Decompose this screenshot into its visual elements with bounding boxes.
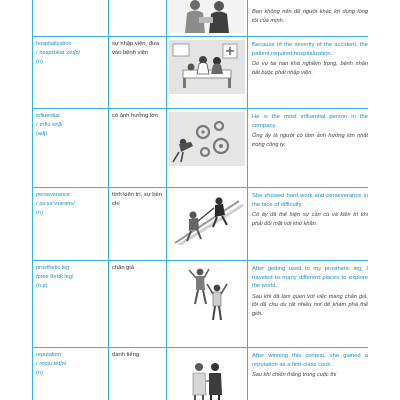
word-cell <box>33 37 109 109</box>
example-vi: Bạn không nên để người khác lợi dụng lòng tốt của mình. <box>252 9 368 24</box>
word-pos: (n) <box>36 59 43 65</box>
word-term: perseverance <box>36 192 70 198</box>
word-ipa: /ˌrepjuˈteɪʃn/ <box>36 361 67 367</box>
meaning-cell <box>109 109 167 188</box>
table-row <box>33 261 369 348</box>
example-vi: Sau khi chiến thắng trong cuộc thi <box>252 372 337 379</box>
word-meaning: có ảnh hưởng lớn <box>112 113 159 119</box>
table-row <box>33 348 369 400</box>
prosthetic-leg-illustration-icon <box>169 264 245 324</box>
meaning-cell <box>109 37 167 109</box>
word-term: hospitalization <box>36 41 72 47</box>
word-cell <box>33 348 109 400</box>
meaning-cell <box>109 348 167 400</box>
meaning-cell <box>109 188 167 261</box>
word-meaning: sự nhập viện, đưa vào bệnh viện <box>112 41 160 56</box>
word-ipa: /prɒsˈθetɪk leg/ <box>36 274 74 280</box>
word-meaning: danh tiếng <box>112 352 140 358</box>
table-row <box>33 37 369 109</box>
meaning-cell <box>109 261 167 348</box>
word-pos: (n.p) <box>36 283 48 289</box>
example-en: He is the most influential person in the company. <box>252 114 368 129</box>
meaning-cell <box>109 0 167 37</box>
word-meaning: tính kiên trì, sự bền chí <box>112 192 162 207</box>
word-term: prosthetic leg <box>36 265 70 271</box>
table-row <box>33 188 369 261</box>
example-vi: Cô ấy đã thể hiện sự cần cù và kiên trì khi phải đối mặt với khó khăn. <box>252 212 368 227</box>
illustration-cell <box>167 261 248 348</box>
vocabulary-sheet <box>32 0 368 400</box>
couple-illustration-icon <box>169 351 245 400</box>
illustration-cell <box>167 348 248 400</box>
table-row <box>33 109 369 188</box>
example-vi: Ông ấy là người có tầm ảnh hưởng lớn nhất trong công ty. <box>252 133 368 148</box>
hospital-illustration-icon <box>169 40 245 94</box>
word-pos: (adj) <box>36 131 48 137</box>
word-meaning: chân giả <box>112 265 134 271</box>
illustration-cell <box>167 0 248 37</box>
example-vi: Do vụ tai nạn khá nghiêm trọng, bệnh nhân bắt buộc phải nhập viện. <box>252 61 368 76</box>
example-cell <box>248 261 369 348</box>
example-en: She showed hard work and perseverance in the face of difficulty. <box>252 193 368 208</box>
word-ipa: /ˌpɜːsəˈvɪərəns/ <box>36 201 75 207</box>
example-cell <box>248 348 369 400</box>
word-pos: (n) <box>36 210 43 216</box>
gears-illustration-icon <box>169 112 245 166</box>
example-en: After winning this contest, she gained a reputation as a first-class cook. <box>252 353 368 368</box>
example-cell <box>248 0 369 37</box>
word-cell <box>33 188 109 261</box>
word-cell <box>33 109 109 188</box>
illustration-cell <box>167 109 248 188</box>
illustration-cell <box>167 37 248 109</box>
word-pos: (n) <box>36 370 43 376</box>
word-ipa: /ˌɪnfluˈenʃl/ <box>36 122 63 128</box>
word-cell <box>33 0 109 37</box>
word-term: influential <box>36 113 60 119</box>
example-en: Because of the severity of the accident, the patient required hospitalization. <box>252 42 368 57</box>
word-cell <box>33 261 109 348</box>
table-row <box>33 0 369 37</box>
example-cell <box>248 37 369 109</box>
word-term: reputation <box>36 352 61 358</box>
example-cell <box>248 188 369 261</box>
climbing-illustration-icon <box>169 191 245 245</box>
vocabulary-table <box>32 0 368 400</box>
example-cell <box>248 109 369 188</box>
example-en: After getting used to my prosthetic leg, I traveled to many different places to explore the world. <box>252 266 368 290</box>
illustration-cell <box>167 188 248 261</box>
people-illustration-icon <box>169 0 245 33</box>
word-ipa: /ˌhɒspɪtəlaɪˈzeɪʃn/ <box>36 50 81 56</box>
example-vi: Sau khi đã làm quen với việc mang chân giả, tôi đã chu du rất nhiều nơi để khám phá thế giới. <box>252 293 368 317</box>
